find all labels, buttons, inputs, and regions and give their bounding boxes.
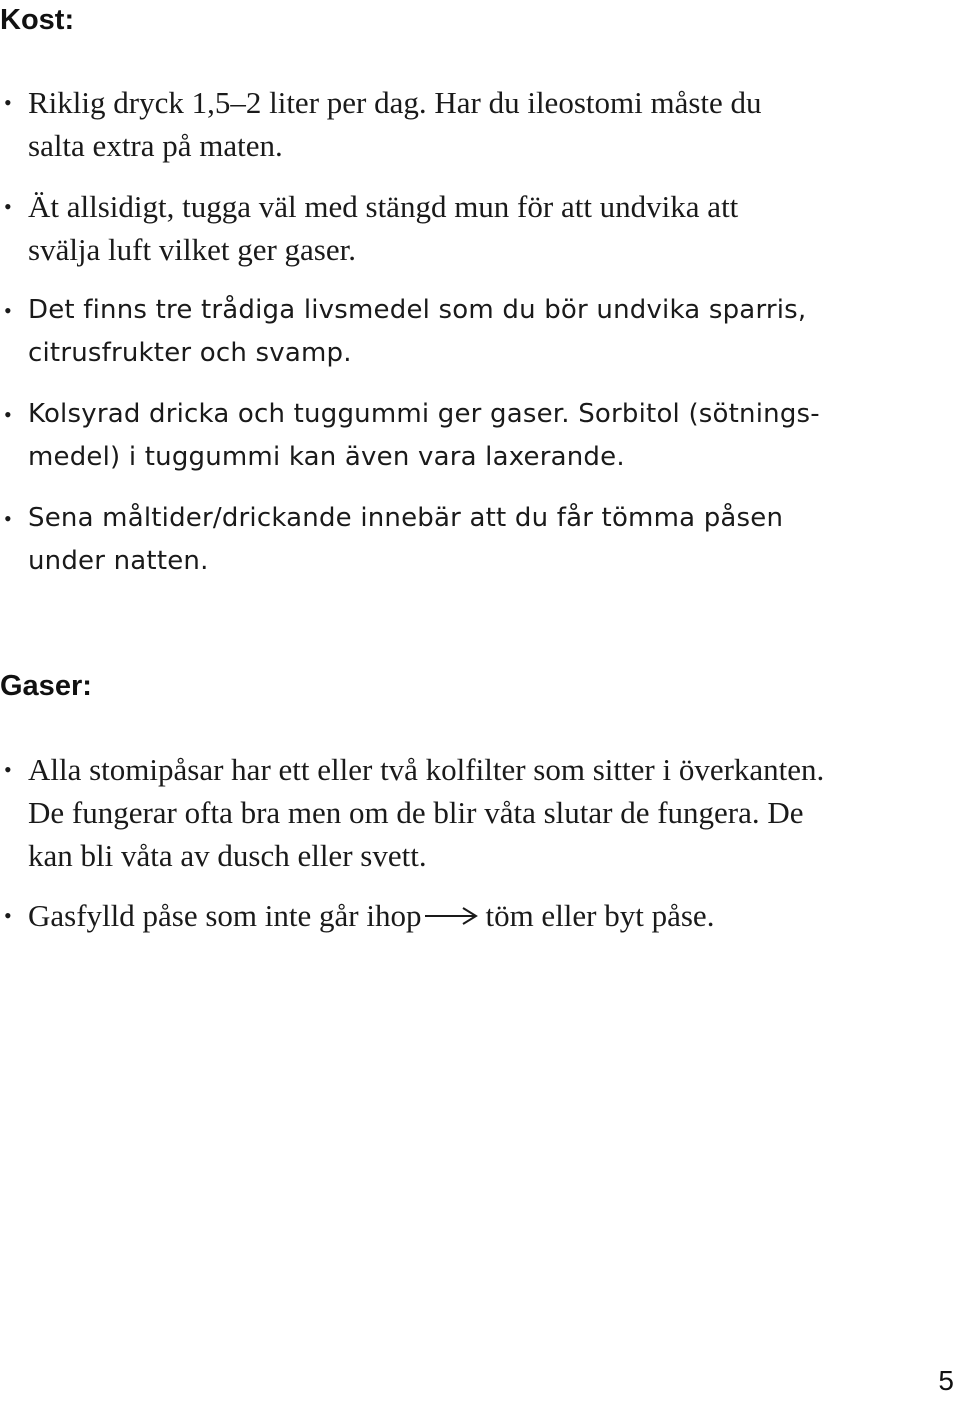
page-number: 5 <box>938 1365 954 1396</box>
gaser-list <box>0 748 940 954</box>
list-item-text: Det finns tre trådiga livsmedel som du bör undvika sparris, citrusfrukter och svamp. <box>28 295 807 368</box>
section-heading-gaser: Gaser: <box>0 670 92 702</box>
list-item <box>0 393 940 479</box>
arrow-item-before-text: Gasfylld påse som inte går ihop <box>28 898 422 933</box>
list-item <box>0 497 940 583</box>
list-item <box>0 289 940 375</box>
section-heading-kost: Kost: <box>0 4 75 36</box>
list-item <box>0 81 940 167</box>
list-item-text: Ät allsidigt, tugga väl med stängd mun för att undvika att svälja luft vilket ger gaser. <box>28 189 739 267</box>
list-item-text: Kolsyrad dricka och tuggummi ger gaser. Sorbitol (sötnings- medel) i tuggummi kan även vara laxerande. <box>28 399 820 472</box>
bullet-icon: • <box>4 757 12 782</box>
list-item-text: Alla stomipåsar har ett eller två kolfilter som sitter i överkanten. De fungerar ofta bra men om de blir våta slutar de fungera. De kan bli våta av dusch eller svett. <box>28 752 825 873</box>
list-item <box>0 748 940 877</box>
right-arrow-icon <box>423 905 479 927</box>
arrow-item-after-text: töm eller byt påse. <box>485 898 715 933</box>
bullet-icon: • <box>4 298 12 323</box>
list-item-text <box>28 898 714 933</box>
list-item <box>0 894 940 937</box>
bullet-icon: • <box>4 506 12 531</box>
list-item <box>0 185 940 271</box>
list-item-text: Riklig dryck 1,5–2 liter per dag. Har du ileostomi måste du salta extra på maten. <box>28 85 762 163</box>
kost-list <box>0 81 940 601</box>
bullet-icon: • <box>4 90 12 115</box>
list-item-text: Sena måltider/drickande innebär att du får tömma påsen under natten. <box>28 503 784 576</box>
bullet-icon: • <box>4 903 12 928</box>
bullet-icon: • <box>4 402 12 427</box>
bullet-icon: • <box>4 194 12 219</box>
